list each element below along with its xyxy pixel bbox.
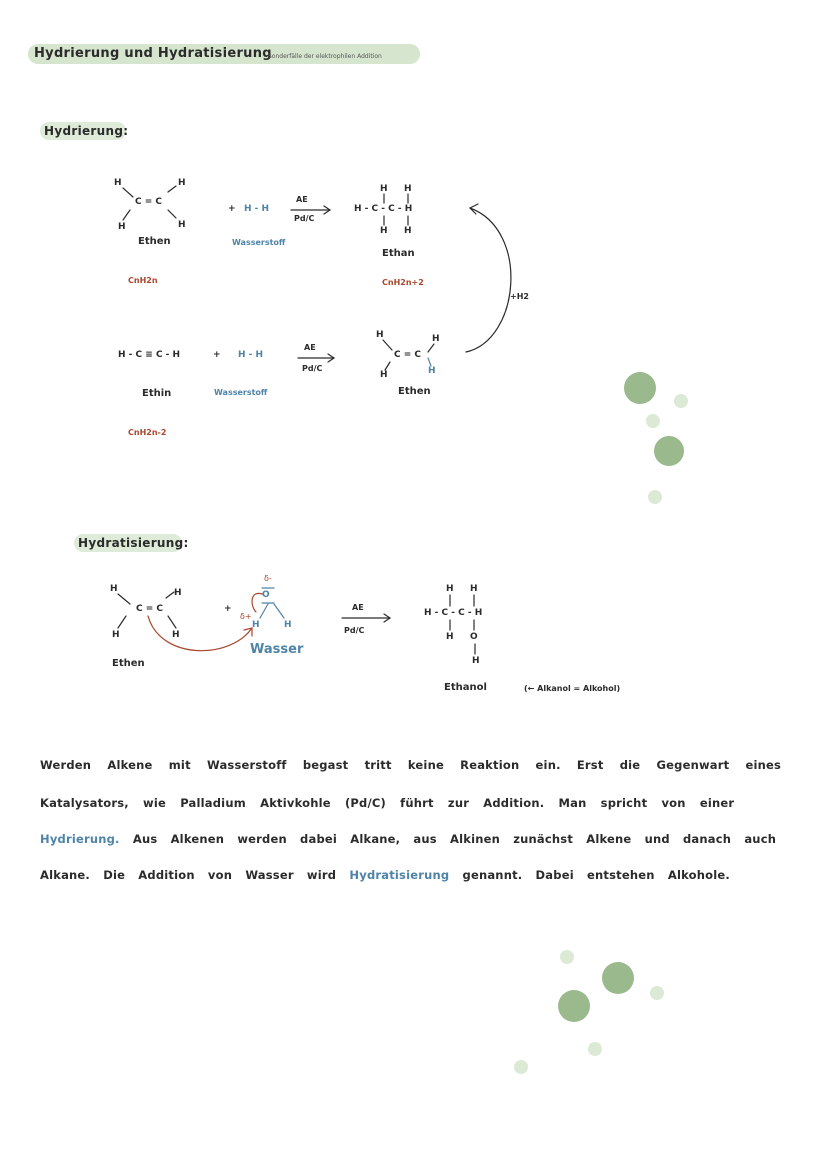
decor-dot <box>602 962 634 994</box>
paragraph-line-3-text: Aus Alkenen werden dabei Alkane, aus Alkinen zunächst Alkene und danach auch <box>132 832 777 846</box>
plus-sign: + <box>228 204 236 214</box>
atom-cc: C = C <box>394 350 422 360</box>
paragraph-line-4-text-b: genannt. Dabei entstehen Alkohole. <box>462 868 730 882</box>
reagent: H - H <box>238 350 264 360</box>
product-name: Ethan <box>382 248 415 259</box>
arrow-top-label: AE <box>304 343 316 352</box>
atom-h: H <box>472 656 480 666</box>
decor-dot <box>646 414 660 428</box>
atom-h: H <box>178 220 186 230</box>
reactant-name: Ethen <box>112 658 145 669</box>
atom-cc: C = C <box>135 197 163 207</box>
section1-heading: Hydrierung: <box>44 124 129 138</box>
paragraph-line-1: Werden Alkene mit Wasserstoff begast tritt keine Reaktion ein. Erst die Gegenwart eines <box>40 758 782 772</box>
atom-h: H <box>380 226 388 236</box>
arrow-top-label: AE <box>352 603 364 612</box>
section2-heading: Hydratisierung: <box>78 536 189 550</box>
reagent-label: Wasser <box>250 642 304 657</box>
atom-cc: C = C <box>136 604 164 614</box>
decor-dot <box>624 372 656 404</box>
reactant-formula: CnH2n <box>128 276 158 285</box>
term-hydratisierung: Hydratisierung <box>349 868 450 882</box>
arrow-bottom-label: Pd/C <box>294 214 315 223</box>
ethin-structure: H - C ≡ C - H <box>118 350 181 360</box>
atom-h: H <box>112 630 120 640</box>
product-name: Ethen <box>398 386 431 397</box>
decor-dot <box>560 950 574 964</box>
atom-h: H <box>114 178 122 188</box>
side-note-h2: +H2 <box>510 292 529 301</box>
reactant-formula: CnH2n-2 <box>128 428 167 437</box>
product-note: (← Alkanol = Alkohol) <box>524 684 621 693</box>
atom-h: H <box>252 620 260 630</box>
atom-h: H <box>172 630 180 640</box>
paragraph-line-4-text-a: Alkane. Die Addition von Wasser wird <box>40 868 337 882</box>
atom-h: H <box>380 370 388 380</box>
atom-h: H <box>376 330 384 340</box>
partial-positive: δ+ <box>240 612 252 621</box>
atom-h: H <box>380 184 388 194</box>
atom-h: H <box>110 584 118 594</box>
plus-sign: + <box>213 350 221 360</box>
reagent-label: Wasserstoff <box>214 388 268 397</box>
decor-dot <box>654 436 684 466</box>
atom-chain: H - C - C - H <box>424 608 483 618</box>
atom-h: H <box>446 632 454 642</box>
atom-h: H <box>284 620 292 630</box>
atom-h: H <box>404 226 412 236</box>
atom-h: H <box>174 588 182 598</box>
page-subtitle: Sonderfälle der elektrophilen Addition <box>268 53 382 60</box>
paragraph-line-4 <box>40 868 730 882</box>
decor-dot <box>558 990 590 1022</box>
decor-dot <box>674 394 688 408</box>
atom-h: H <box>178 178 186 188</box>
reactant-name: Ethin <box>142 388 172 399</box>
atom-h: H <box>470 584 478 594</box>
atom-o: O <box>262 590 270 600</box>
term-hydrierung: Hydrierung. <box>40 832 120 846</box>
paragraph-line-3 <box>40 832 776 846</box>
product-formula: CnH2n+2 <box>382 278 424 287</box>
reagent: H - H <box>244 204 270 214</box>
decor-dot <box>588 1042 602 1056</box>
atom-h: H <box>404 184 412 194</box>
atom-h: H <box>118 222 126 232</box>
page-title: Hydrierung und Hydratisierung <box>34 46 272 61</box>
atom-h: H <box>428 366 436 376</box>
arrow-bottom-label: Pd/C <box>344 626 365 635</box>
plus-sign: + <box>224 604 232 614</box>
reactant-name: Ethen <box>138 236 171 247</box>
decor-dot <box>514 1060 528 1074</box>
reagent-label: Wasserstoff <box>232 238 286 247</box>
decor-dot <box>650 986 664 1000</box>
arrow-top-label: AE <box>296 195 308 204</box>
paragraph-line-2: Katalysators, wie Palladium Aktivkohle (Pd/C) führt zur Addition. Man spricht von einer <box>40 796 735 810</box>
decor-dot <box>648 490 662 504</box>
arrow-bottom-label: Pd/C <box>302 364 323 373</box>
atom-chain: H - C - C - H <box>354 204 413 214</box>
atom-h: H <box>446 584 454 594</box>
atom-h: H <box>432 334 440 344</box>
partial-negative: δ- <box>264 574 272 583</box>
atom-o: O <box>470 632 478 642</box>
product-name: Ethanol <box>444 682 487 693</box>
